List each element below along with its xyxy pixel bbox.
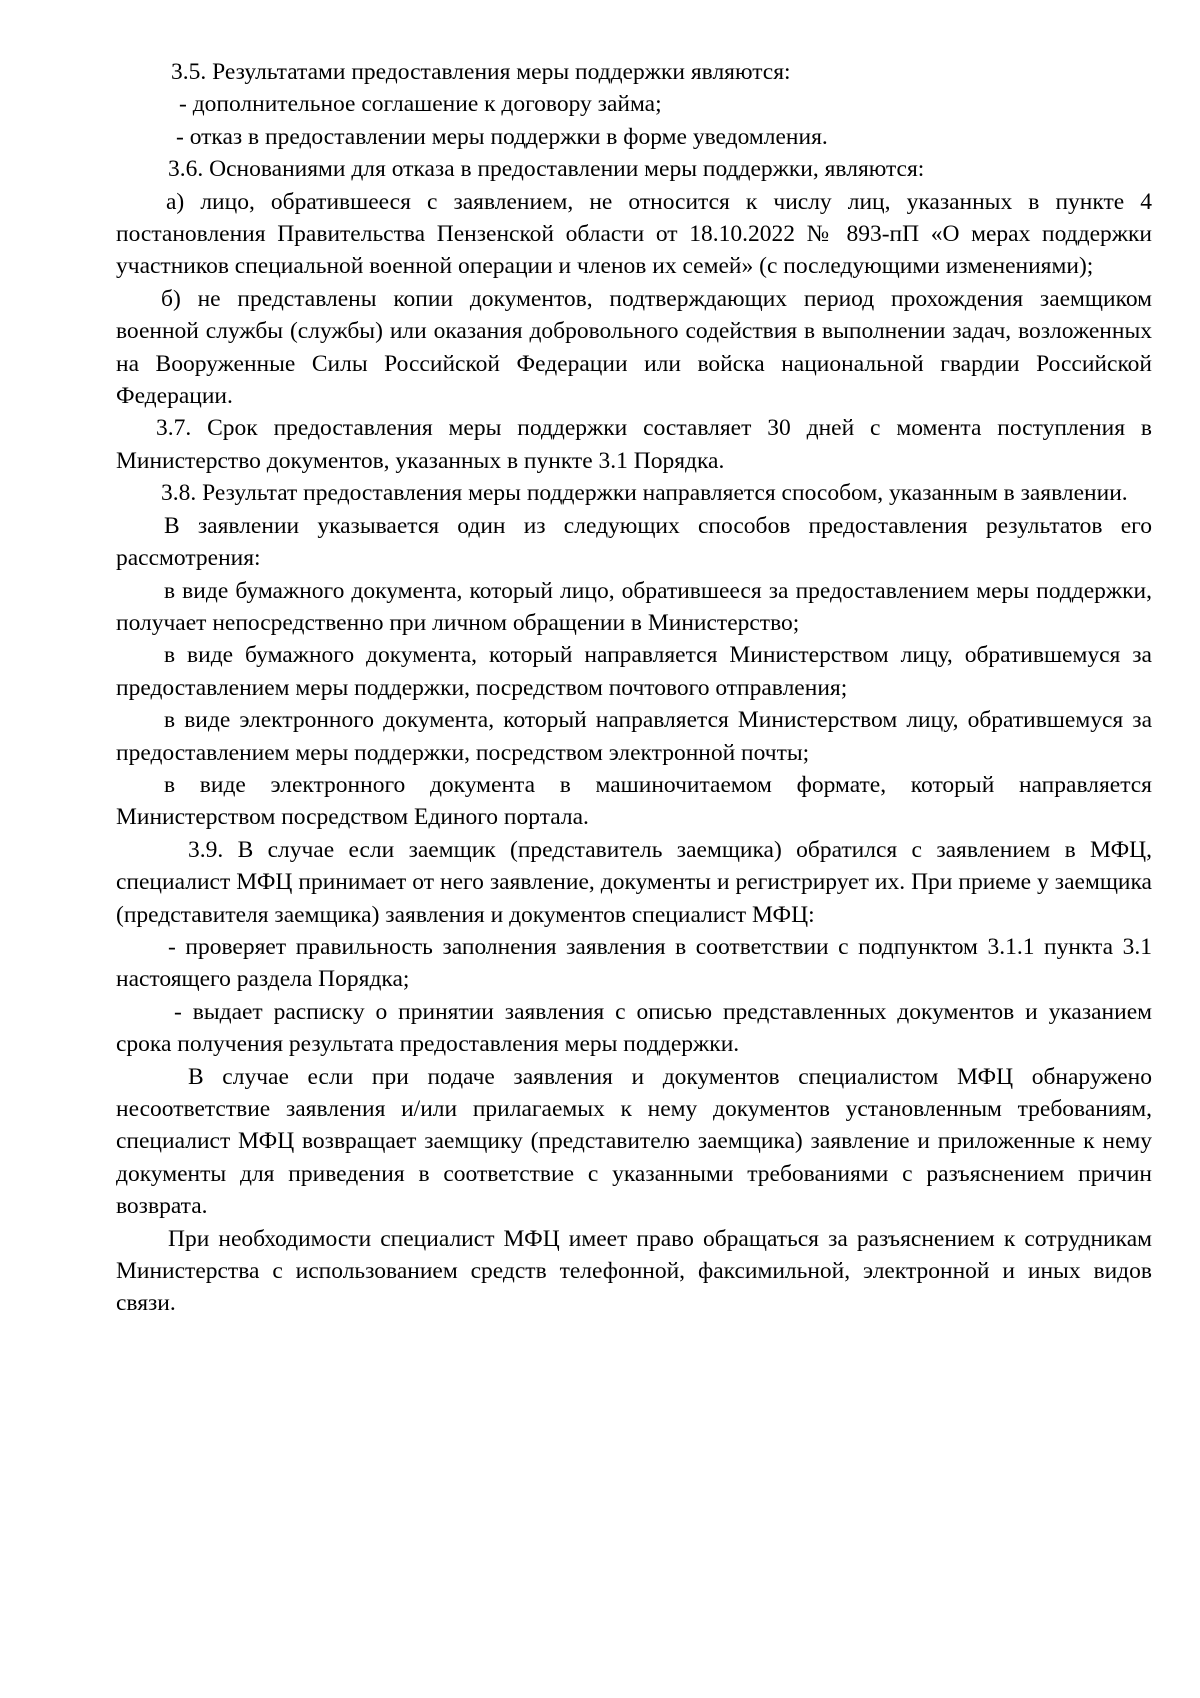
list-item-additional-agreement: - дополнительное соглашение к договору займа; (179, 91, 662, 118)
paragraph-3-6-a: а) лицо, обратившееся с заявлением, не относится к числу лиц, указанных в пункте 4 постановления Правительства Пензенской области от 18.10.2022 № 893-пП «О мерах поддержки участников специальной военной операции и членов их семей» (с последующими изменениями); (116, 188, 1152, 280)
paragraph-3-5: 3.5. Результатами предоставления меры поддержки являются: (171, 59, 791, 85)
list-item-check-application: - проверяет правильность заполнения заявления в соответствии с подпунктом 3.1.1 пункта 3.1 настоящего раздела Порядка; (116, 933, 1152, 993)
paragraph-3-7: 3.7. Срок предоставления меры поддержки составляет 30 дней с момента поступления в Министерство документов, указанных в пункте 3.1 Порядка. (116, 415, 1152, 474)
paragraph-3-9: 3.9. В случае если заемщик (представитель заемщика) обратился с заявлением в МФЦ, специалист МФЦ принимает от него заявление, документы и регистрирует их. При приеме у заемщика (представителя заемщика) заявления и документов специалист МФЦ: (116, 836, 1152, 928)
method-electronic-portal: в виде электронного документа в машиночитаемом формате, который направляется Министерством посредством Единого портала. (116, 771, 1152, 831)
document-page (116, 56, 1152, 1320)
method-paper-by-post: в виде бумажного документа, который направляется Министерством лицу, обратившемуся за предоставлением меры поддержки, посредством почтового отправления; (116, 642, 1152, 701)
paragraph-mismatch-return: В случае если при подаче заявления и документов специалистом МФЦ обнаружено несоответствие заявления и/или прилагаемых к нему документов установленным требованиям, специалист МФЦ возвращает заемщику (представителю заемщика) заявление и приложенные к нему документы для приведения в соответствие с указанными требованиями с разъяснением причин возврата. (116, 1063, 1152, 1220)
paragraph-methods-intro: В заявлении указывается один из следующих способов предоставления результатов его рассмотрения: (116, 512, 1152, 572)
paragraph-clarification: При необходимости специалист МФЦ имеет право обращаться за разъяснением к сотрудникам Министерства с использованием средств телефонной, факсимильной, электронной и иных видов связи. (116, 1225, 1152, 1317)
list-item-issue-receipt: - выдает расписку о принятии заявления с описью представленных документов и указанием срока получения результата предоставления меры поддержки. (116, 998, 1152, 1058)
method-paper-in-person: в виде бумажного документа, который лицо, обратившееся за предоставлением меры поддержки, получает непосредственно при личном обращении в Министерство; (116, 577, 1152, 636)
method-electronic-email: в виде электронного документа, который направляется Министерством лицу, обратившемуся за предоставлением меры поддержки, посредством электронной почты; (116, 707, 1152, 766)
paragraph-3-8: 3.8. Результат предоставления меры поддержки направляется способом, указанным в заявлении. (161, 480, 1128, 507)
paragraph-3-6-b: б) не представлены копии документов, подтверждающих период прохождения заемщиком военной службы (службы) или оказания добровольного содействия в выполнении задач, возложенных на Вооруженные Силы Российской Федерации или войска национальной гвардии Российской Федерации. (116, 285, 1152, 410)
list-item-refusal-notice: - отказ в предоставлении меры поддержки в форме уведомления. (176, 123, 828, 150)
paragraph-3-6: 3.6. Основаниями для отказа в предоставлении меры поддержки, являются: (168, 156, 925, 183)
